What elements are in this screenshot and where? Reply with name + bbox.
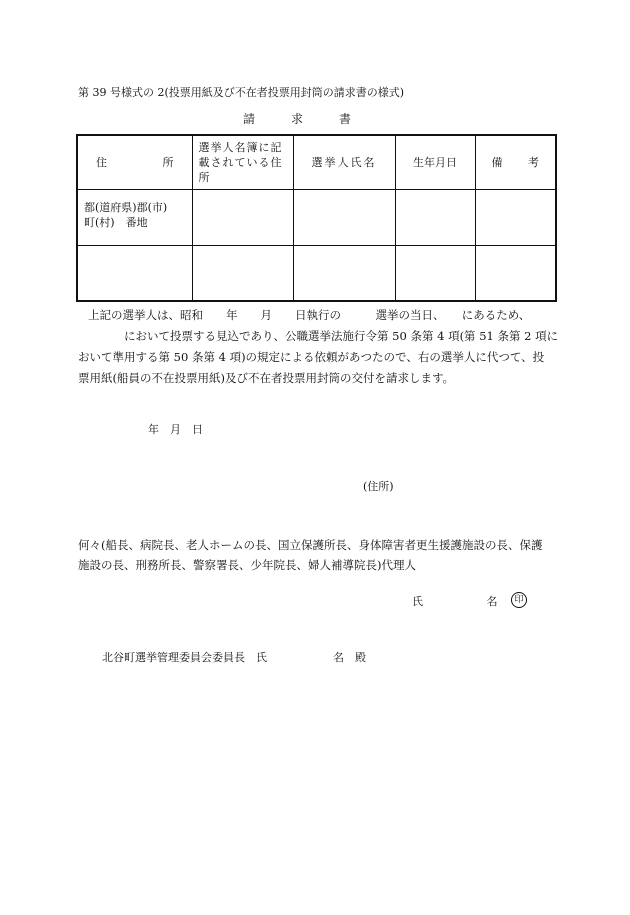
remarks-cell[interactable]	[475, 245, 556, 301]
voter-name-cell[interactable]	[293, 245, 395, 301]
birthdate-cell[interactable]	[395, 189, 475, 245]
header-address-char-2: 所	[162, 155, 174, 169]
header-registered-address: 選挙人名簿に記載されている住所	[192, 135, 293, 189]
date-line: 年 月 日	[148, 423, 203, 436]
addressee-line: 北谷町選挙管理委員会委員長 氏 名 殿	[102, 651, 366, 664]
address-cell	[77, 189, 192, 245]
address-line-2: 町(村) 番地	[84, 215, 148, 229]
table-row	[77, 189, 556, 245]
header-birthdate: 生年月日	[395, 135, 475, 189]
address-label: (住所)	[363, 480, 394, 493]
seal-icon: 印	[511, 592, 527, 608]
body-text-line-2: において投票する見込であり、公職選挙法施行令第 50 条第 4 項(第 51 条第 2 項に	[124, 329, 559, 343]
header-address	[77, 135, 192, 189]
request-table	[76, 134, 557, 302]
birthdate-cell[interactable]	[395, 245, 475, 301]
address-cell[interactable]	[77, 245, 192, 301]
body-text-line-4: 票用紙(船員の不在投票用紙)及び不在者投票用封筒の交付を請求します。	[78, 371, 455, 385]
document-title: 請求書	[242, 112, 387, 126]
form-title: 第 39 号様式の 2(投票用紙及び不在者投票用封筒の請求書の様式)	[78, 86, 405, 99]
table-header-row	[77, 135, 556, 189]
name-label: 氏 名	[412, 595, 498, 608]
remarks-cell[interactable]	[475, 189, 556, 245]
body-text-line-3: おいて準用する第 50 条第 4 項)の規定による依頼があつたので、右の選挙人に代つて、投	[78, 350, 545, 364]
header-voter-name: 選挙人氏名	[293, 135, 395, 189]
registered-address-cell[interactable]	[192, 245, 293, 301]
voter-name-cell[interactable]	[293, 189, 395, 245]
header-address-char-1: 住	[96, 155, 107, 169]
table-row	[77, 245, 556, 301]
header-remarks-char-2: 考	[528, 155, 539, 169]
registered-address-cell[interactable]	[192, 189, 293, 245]
header-remarks-char-1: 備	[491, 155, 503, 169]
proxy-text-line-2: 施設の長、刑務所長、警察署長、少年院長、婦人補導院長)代理人	[78, 558, 416, 572]
address-line-1: 都(道府県)郡(市)	[84, 200, 168, 214]
proxy-text-line-1: 何々(船長、病院長、老人ホームの長、国立保護所長、身体障害者更生援護施設の長、保護	[78, 538, 543, 552]
header-remarks	[475, 135, 556, 189]
body-text-line-1: 上記の選挙人は、昭和 年 月 日執行の 選挙の当日、 にあるため、	[88, 308, 531, 322]
